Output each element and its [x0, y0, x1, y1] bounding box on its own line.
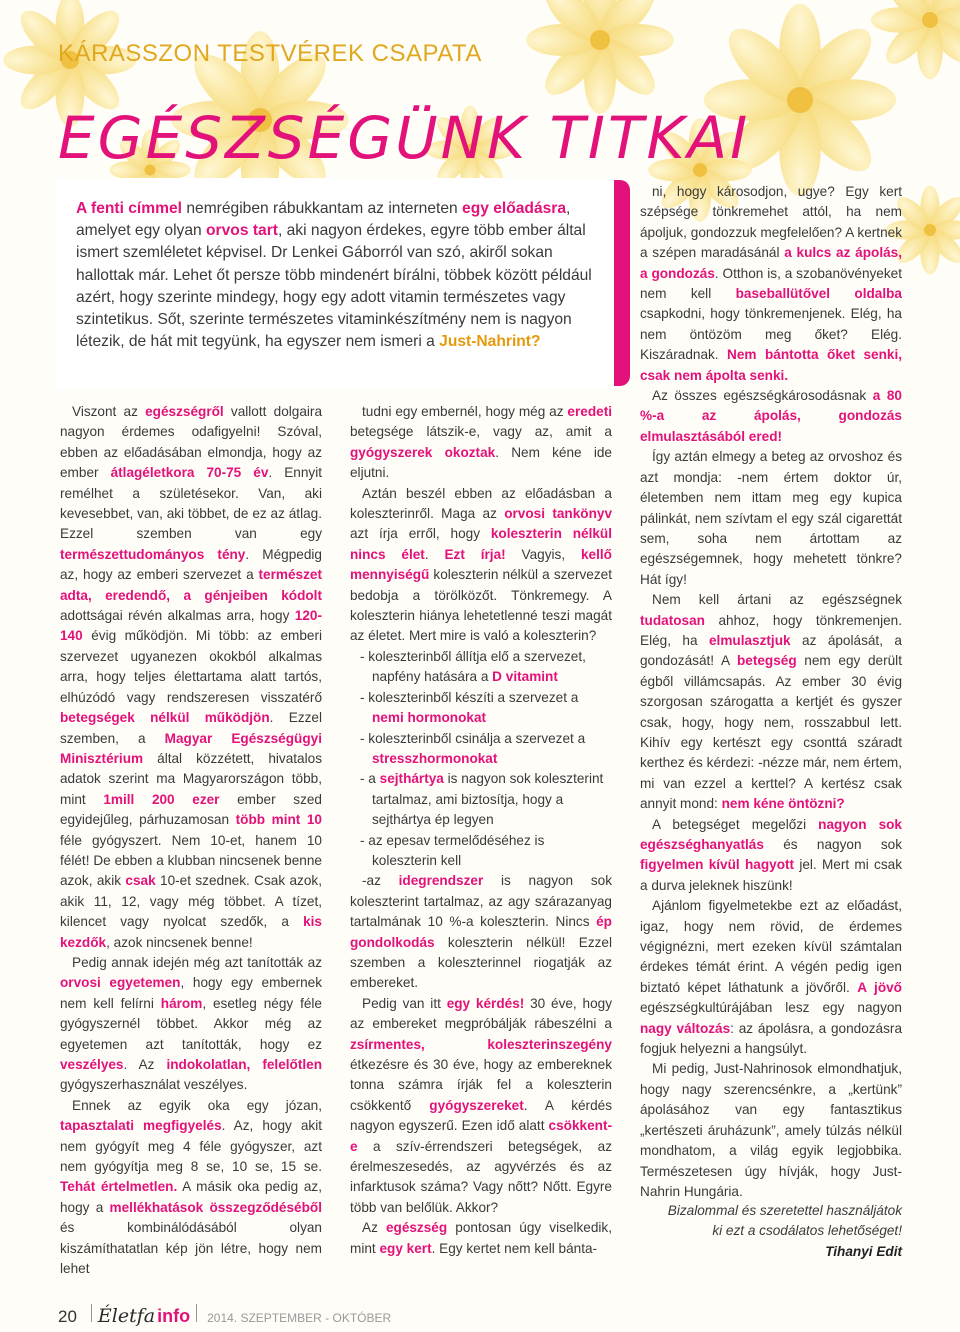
highlight-text: eredeti: [567, 404, 612, 419]
highlight-text: orvosi egyetemen: [60, 975, 181, 991]
body-text: a szív-érrendszeri betegségek, az érelmeszesedés, az agyvérzés és az infarktusok száma? Vagy nőtt? Nőtt. Egyre több van belőlük. Akkor?: [350, 1138, 612, 1215]
section-kicker: KÁRASSZON TESTVÉREK CSAPATA: [58, 40, 482, 67]
highlight-text: három: [160, 995, 203, 1011]
highlight-text: orvos tart: [206, 222, 278, 240]
body-text: Az: [362, 1220, 386, 1236]
paragraph: [60, 1096, 322, 1280]
body-text: Ajánlom figyelmetekbe ezt az előadást, igaz, hogy nem rövid, de érdemes végignézni, mert ezeken kívül számtalan érdekes témát érint. A végén pedig igen biztató képet láthatunk a jövőről.: [640, 898, 902, 995]
paragraph: [640, 182, 902, 386]
body-text: 10-et szednek. Csak azok, akik 11, 12, vagy még többet. A tízet, kilencet vagy nyolcat szedők, a: [60, 873, 322, 930]
paragraph: [640, 386, 902, 447]
highlight-text: kis kezdők: [60, 914, 322, 950]
highlight-text: kellő mennyiségű: [350, 546, 612, 583]
body-text: ember szed egyidejűleg, párhuzamosan: [60, 791, 322, 828]
highlight-text: egészség: [385, 1220, 448, 1236]
highlight-text: átlagéletkora 70-75 év: [110, 465, 269, 481]
author-name: Tihanyi Edit: [825, 1243, 902, 1259]
body-text: féle gyógyszert. Nem 10-et, hanem 10 félét! De ebben a klubban nincsenek benne azok, akik: [60, 832, 322, 889]
body-text: évig működjön. Mi több: az emberi szervezet ugyanezen okokból alkalmas arra, hogy teljes élettartama alatt tartós, elhúzódó vagy rendszeresen visszatérő: [60, 628, 322, 705]
body-text: nem egy derült égből villámcsapás. Az ember 30 évig szorgosan szárogatta a kertjét és gyszer csak, hogy, hogy nem, rosszabbul lett. Kihív egy kertészt egy csonttá száradt kerthez és kérdezi: -nézze már, nem értem, mi van ezzel a kerttel? A kertész csak annyit mond:: [640, 653, 902, 812]
body-text: - koleszterinből készíti a szervezet a: [360, 689, 579, 705]
highlight-text: 120-140: [60, 608, 322, 644]
highlight-text: egészségről: [145, 404, 224, 419]
body-text: - az epesav termelődéséhez is koleszterin kell: [360, 832, 545, 868]
page-number: 20: [58, 1307, 77, 1326]
highlight-text: idegrendszer: [398, 873, 484, 889]
column-1: [60, 402, 322, 1279]
paragraph: [350, 994, 612, 1218]
body-text: is nagyon sok koleszterint tartalmaz, az agy szárazanyag tartalmának 10 %-a koleszterin. Nincs: [350, 873, 612, 930]
body-text: Az összes egészségkárosodásnak: [652, 388, 873, 404]
body-text: .: [424, 546, 445, 562]
body-text: - koleszterinből állítja elő a szervezet, napfény hatására a: [360, 648, 586, 685]
highlight-text: betegség: [736, 653, 797, 669]
highlight-text: a kulcs az ápolás, a gondozás: [640, 245, 902, 281]
body-text: étkezésre és 30 éve, hogy az embereknek tonna számra írják fel a koleszterin csökkentő: [350, 1057, 612, 1113]
highlight-text: természet adta, eredendő, a génjeiben kódolt: [60, 567, 322, 603]
paragraph: [60, 953, 322, 1096]
highlight-text: zsírmentes, koleszterinszegény: [350, 1036, 612, 1052]
signature-line-2: ki ezt a csodálatos lehetőséget!: [712, 1223, 902, 1239]
list-item: [350, 647, 612, 688]
paragraph: [640, 815, 902, 897]
page-footer: [58, 1304, 391, 1327]
highlight-text: nemi hormonokat: [372, 710, 487, 726]
highlight-text: csökkent-e: [350, 1118, 612, 1154]
body-text: Ennek az egyik oka egy józan,: [72, 1097, 322, 1113]
body-text: A betegséget megelőzi: [652, 816, 819, 832]
highlight-text: stresszhormonokat: [372, 750, 498, 766]
body-text: A másik oka pedig az, hogy a: [60, 1179, 322, 1215]
highlight-text: természettudományos tény: [60, 546, 246, 562]
highlight-text: elmulasztjuk: [708, 632, 791, 648]
body-text: . Az, hogy akit nem gyógyít meg 4 féle gyógyszer, azt nem gyógyítja meg 8 se, 10 se, 15 se.: [60, 1118, 322, 1175]
body-text: : az ápolásra, a gondozásra fogjuk helyezni a hangsúlyt.: [640, 1020, 902, 1057]
body-text: , hogy egy embernek nem kell felírni: [60, 975, 323, 1011]
paragraph: [350, 871, 612, 993]
body-text: jel. Mert mi csak a durva jeleknek hiszünk!: [640, 857, 902, 893]
body-text: az ápolását, a gondozását! A: [640, 632, 902, 669]
list-item: [350, 729, 612, 770]
highlight-text: sejthártya: [379, 771, 444, 787]
issue-date: 2014. SZEPTEMBER - OKTÓBER: [207, 1311, 392, 1325]
paragraph: [350, 484, 612, 647]
highlight-text: egy kérdés!: [446, 995, 525, 1011]
magazine-logo-part-2: info: [157, 1306, 191, 1326]
body-text: azt írja erről, hogy: [350, 526, 491, 542]
highlight-text: Tehát értelmetlen.: [60, 1179, 178, 1195]
footer-divider: [196, 1304, 197, 1322]
list-item: [350, 831, 612, 872]
body-text: Vagyis,: [505, 546, 581, 562]
body-text: pontosan úgy viselkedik, mint: [350, 1220, 612, 1256]
highlight-text: 1mill 200 ezer: [103, 791, 220, 807]
list-item: [350, 688, 612, 729]
body-text: Pedig annak idején még azt tanították az: [72, 954, 322, 970]
highlight-text: több mint 10: [235, 812, 322, 828]
highlight-text: nagy változás: [640, 1020, 731, 1036]
signature: [640, 1201, 902, 1262]
body-text: és nagyon sok: [763, 837, 902, 852]
highlight-text: a 80 %-a az ápolás, gondozás elmulasztásából ered!: [640, 388, 902, 444]
paragraph: [60, 402, 322, 953]
body-text: - a: [360, 771, 380, 787]
body-text: Pedig van itt: [362, 995, 447, 1011]
highlight-text: egy előadásra: [462, 200, 567, 217]
column-2-intro: [350, 402, 612, 647]
list-item: [350, 769, 612, 830]
body-text: vallott dolgaira nagyon érdemes odafigyelni! Szóval, ebben az előadásában elmondja, hogy az ember: [60, 404, 323, 481]
highlight-text: veszélyes: [60, 1057, 124, 1072]
highlight-text: egy kert: [379, 1240, 432, 1256]
body-text: és kombinálódásából olyan kiszámíthatatlan kép jön létre, hogy nem lehet: [60, 1220, 322, 1277]
paragraph: [640, 447, 902, 590]
body-text: betegsége látszik-e, vagy az, amit a: [350, 424, 612, 440]
body-text: Aztán beszél ebben az előadásban a koleszterinről. Maga az: [350, 485, 612, 522]
body-text: Viszont az: [72, 404, 146, 419]
highlight-text: Nem bántotta őket senki, csak nem ápolta senki.: [640, 347, 902, 383]
body-text: egészségkultúrájában lesz egy nagyon: [640, 1000, 902, 1016]
magazine-logo-part-1: Életfa: [97, 1305, 156, 1327]
column-2-rest: [350, 871, 612, 1259]
body-text: Így aztán elmegy a beteg az orvoshoz és azt mondja: -nem értem doktor úr, életemben nem ittam meg egy kupica pálinkát, nem szívtam el egy szál cigarettát sem, soha nem ártottam az egészségemnek, hogy mehetett tönkre? Hát így!: [640, 449, 902, 587]
highlight-text: Magyar Egészségügyi Minisztérium: [60, 730, 322, 766]
highlight-text: tudatosan: [640, 612, 705, 628]
highlight-text: baseballütővel oldalba: [735, 286, 902, 302]
highlight-text: Just-Nahrint?: [439, 333, 541, 351]
body-text: . Nem kéne ide eljutni.: [350, 444, 612, 481]
body-text: , azok nincsenek benne!: [106, 934, 253, 950]
body-text: . Otthon is, a szobanövényeket nem kell: [640, 265, 902, 302]
body-text: . Ennyit remélhet a születésekor. Van, aki kevesebbet, van, aki többet, de ez az átlag. Ezzel szemben van egy: [60, 465, 322, 542]
body-text: Nem kell ártani az egészségnek: [652, 592, 902, 608]
paragraph: [350, 402, 612, 484]
body-text: is nagyon sok koleszterint tartalmaz, ami biztosítja, hogy a sejthártya ép legyen: [372, 771, 604, 828]
highlight-text: koleszterin nélkül nincs élet: [350, 526, 613, 562]
paragraph: [350, 1218, 612, 1259]
cholesterol-uses-list: [350, 647, 612, 871]
footer-divider: [91, 1304, 92, 1322]
highlight-text: nem kéne öntözni?: [721, 796, 845, 812]
body-text: , aki nagyon érdekes, egyre több ember által ismert szemléletet képvisel. Dr Lenkei Gáborról van szó, akiről sokan hallottak már. Lehet őt persze több mindenért bírálni, többek között például azért, hogy szerinte mindegy, hogy egy adott vitamin természetes vagy szintetikus. Sőt, szerinte természetes vitaminkészítmény nem is nagyon létezik, de hát mit tegyünk, ha egyszer nem ismeri a: [76, 222, 592, 351]
body-text: koleszterin nélkül a szervezet bedobja a törölközőt. Tönkremegy. A koleszterin hiánya lehetetlenné teszi magát az életet. Mert mire is való a koleszterin?: [350, 567, 612, 644]
body-text: -az: [362, 873, 399, 889]
highlight-text: tapasztalati megfigyelés: [60, 1118, 222, 1134]
body-text: , esetleg négy féle gyógyszernél többet. Akkor még az egyetemen azt tanították, hogy ez: [60, 995, 322, 1052]
body-text: . A kérdés nagyon egyszerű. Ezen idő alatt: [350, 1097, 613, 1134]
highlight-text: nagyon sok egészséghanyatlás: [640, 816, 902, 852]
body-text: . Ezzel szemben, a: [60, 710, 323, 746]
paragraph: [640, 590, 902, 814]
highlight-text: betegségek nélkül működjön: [60, 710, 270, 726]
highlight-text: gyógyszereket: [429, 1097, 524, 1113]
body-text: . Egy kertet nem kell bánta-: [431, 1240, 598, 1256]
highlight-text: mellékhatások összegződéséből: [109, 1199, 323, 1215]
body-text: ahhoz, hogy tönkremenjen. Elég, ha: [640, 612, 902, 648]
body-text: tudni egy embernél, hogy még az: [362, 404, 568, 419]
body-text: ni, hogy károsodjon, ugye? Egy kert szépsége tönkremehet attól, ha nem ápoljuk, gondozzuk megfelelően? A kertnek a szépen maradásánál: [640, 184, 902, 261]
lead-accent-bar: [614, 180, 630, 386]
body-text: , amelyet egy olyan: [76, 200, 571, 240]
paragraph: [640, 896, 902, 1059]
column-2: [350, 402, 612, 1259]
highlight-text: D vitamint: [492, 669, 558, 685]
highlight-text: orvosi tankönyv: [504, 506, 612, 522]
body-text: - koleszterinből csinálja a szervezet a: [360, 730, 586, 746]
highlight-text: ép gondolkodás: [350, 914, 612, 950]
article-title: EGÉSZSÉGÜNK TITKAI: [58, 104, 751, 172]
highlight-text: A jövő: [857, 979, 902, 995]
column-3: [640, 182, 902, 1202]
body-text: nemrégiben rábukkantam az interneten: [182, 200, 463, 217]
highlight-text: csak: [125, 873, 156, 889]
highlight-text: A fenti címmel: [76, 200, 183, 217]
lead-paragraph: [56, 178, 614, 390]
body-text: csapkodni, hogy tönkremenjenek. Elég, ha nem öntözöm meg őket? Elég. Kiszáradnak.: [640, 306, 902, 363]
highlight-text: figyelmen kívül hagyott: [640, 857, 795, 873]
body-text: koleszterin nélkül! Ezzel szemben a koleszterinnel riogatják az embereket.: [350, 934, 612, 991]
highlight-text: indokolatlan, felelőtlen: [166, 1057, 323, 1072]
body-text: adottságai révén alkalmas arra, hogy: [60, 608, 295, 624]
paragraph: [640, 1059, 902, 1202]
body-text: . Az: [123, 1057, 167, 1072]
body-text: Mi pedig, Just-Nahrinosok elmondhatjuk, hogy nagy szerencsénkre, a „kertünk” ápolásához van egy fantasztikus „kertészeti áruházunk”, amely túlzás nélkül mondhatom, a világ egyik legjobbika. Természetesen úgy hívják, hogy Just-Nahrin Hungária.: [640, 1061, 902, 1199]
signature-line-1: Bizalommal és szeretettel használjátok: [667, 1203, 902, 1218]
highlight-text: gyógyszerek okoztak: [350, 444, 496, 460]
highlight-text: Ezt írja!: [444, 546, 506, 562]
body-text: . Mégpedig az, hogy az emberi szervezet a: [60, 546, 322, 583]
body-text: által közzétett, hivatalos adatok szerint ma Magyarországon több, mint: [60, 750, 322, 807]
body-text: 30 éve, hogy az embereket megpróbálják rábeszélni a: [350, 995, 612, 1032]
body-text: gyógyszerhasználat veszélyes.: [60, 1077, 248, 1093]
